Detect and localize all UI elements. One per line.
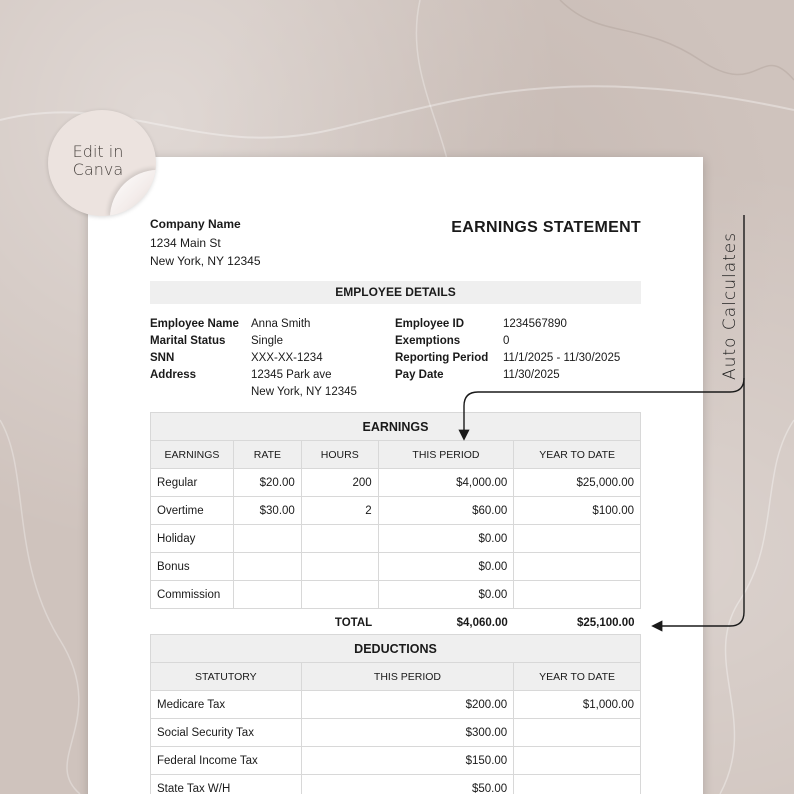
detail-value: 0 [503, 335, 510, 347]
total-year-to-date: $25,100.00 [576, 616, 635, 629]
earnings-heading: EARNINGS [151, 413, 641, 441]
total-label: TOTAL [334, 616, 373, 629]
table-cell: $50.00 [301, 775, 513, 794]
detail-value: Anna Smith [251, 318, 311, 330]
detail-value: 12345 Park ave [251, 369, 332, 381]
table-cell: Holiday [151, 525, 234, 553]
company-address-line2: New York, NY 12345 [150, 254, 261, 268]
table-cell: Federal Income Tax [151, 747, 302, 775]
table-cell: 200 [301, 469, 378, 497]
column-header: EARNINGS [151, 441, 234, 469]
table-cell: Regular [151, 469, 234, 497]
auto-calculates-label: Auto Calculates [720, 231, 740, 380]
statement-title: EARNINGS STATEMENT [451, 219, 641, 236]
table-cell: $100.00 [514, 497, 641, 525]
employee-details-heading: EMPLOYEE DETAILS [150, 281, 641, 304]
column-header: YEAR TO DATE [514, 663, 641, 691]
table-cell: State Tax W/H [151, 775, 302, 794]
table-cell: Commission [151, 581, 234, 609]
detail-value: New York, NY 12345 [251, 386, 357, 398]
detail-value: Single [251, 335, 283, 347]
table-cell: $25,000.00 [514, 469, 641, 497]
table-cell: $0.00 [378, 525, 514, 553]
table-cell: 2 [301, 497, 378, 525]
table-cell: $0.00 [378, 553, 514, 581]
table-cell: $0.00 [378, 581, 514, 609]
total-this-period: $4,060.00 [456, 616, 508, 629]
table-cell: $30.00 [233, 497, 301, 525]
sticker-text: Edit in Canva [72, 142, 124, 179]
table-cell: $1,000.00 [514, 691, 641, 719]
company-address-line1: 1234 Main St [150, 236, 221, 250]
table-cell: $200.00 [301, 691, 513, 719]
arrow-to-total [654, 378, 744, 626]
detail-label: SNN [150, 352, 175, 364]
detail-label: Employee Name [150, 318, 239, 330]
table-cell: Bonus [151, 553, 234, 581]
deductions-heading: DEDUCTIONS [151, 635, 641, 663]
arrow-to-this-period [464, 215, 744, 438]
detail-value: 1234567890 [503, 318, 567, 330]
column-header: STATUTORY [151, 663, 302, 691]
detail-label: Address [150, 369, 197, 381]
detail-value: 11/30/2025 [503, 369, 560, 381]
detail-label: Marital Status [150, 335, 226, 347]
detail-label: Exemptions [395, 335, 461, 347]
column-header: YEAR TO DATE [514, 441, 641, 469]
detail-value: 11/1/2025 - 11/30/2025 [503, 352, 621, 364]
column-header: THIS PERIOD [301, 663, 513, 691]
table-cell: $300.00 [301, 719, 513, 747]
table-cell: Overtime [151, 497, 234, 525]
column-header: RATE [233, 441, 301, 469]
detail-value: XXX-XX-1234 [251, 352, 323, 364]
table-cell: $60.00 [378, 497, 514, 525]
detail-label: Pay Date [395, 369, 444, 381]
table-cell: $150.00 [301, 747, 513, 775]
table-cell: Medicare Tax [151, 691, 302, 719]
company-name: Company Name [150, 217, 241, 231]
detail-label: Reporting Period [395, 352, 489, 364]
table-cell: $4,000.00 [378, 469, 514, 497]
column-header: THIS PERIOD [378, 441, 514, 469]
table-cell: $20.00 [233, 469, 301, 497]
table-cell: Social Security Tax [151, 719, 302, 747]
column-header: HOURS [301, 441, 378, 469]
detail-label: Employee ID [395, 318, 465, 330]
